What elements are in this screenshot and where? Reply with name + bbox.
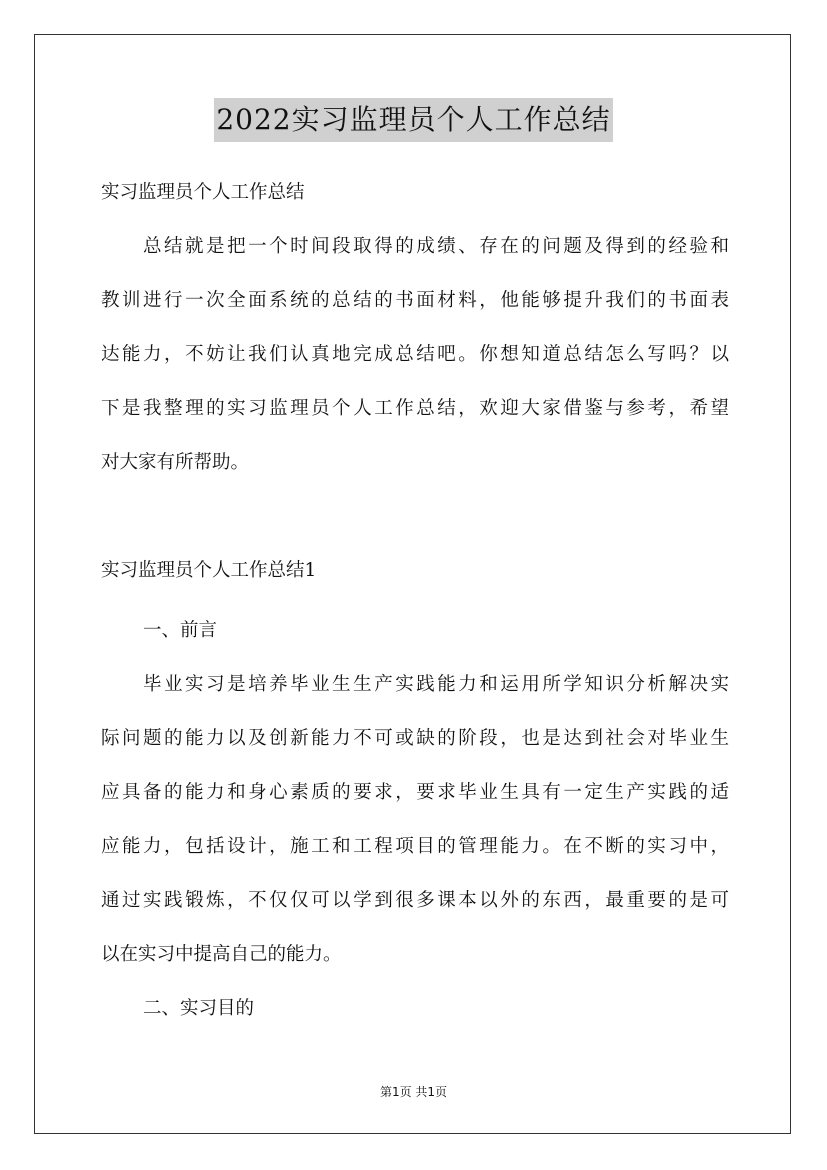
- intro-line: 下是我整理的实习监理员个人工作总结，欢迎大家借鉴与参考，希望: [101, 398, 729, 419]
- intro-line: 教训进行一次全面系统的总结的书面材料，他能够提升我们的书面表: [101, 290, 729, 311]
- body-line: 毕业实习是培养毕业生生产实践能力和运用所学知识分析解决实: [143, 674, 729, 695]
- intro-line: 总结就是把一个时间段取得的成绩、存在的问题及得到的经验和: [143, 236, 729, 257]
- intro-line: 达能力，不妨让我们认真地完成总结吧。你想知道总结怎么写吗？以: [101, 344, 729, 365]
- section-heading: 实习监理员个人工作总结1: [101, 560, 317, 581]
- part-heading: 一、前言: [143, 620, 218, 641]
- body-line: 通过实践锻炼，不仅仅可以学到很多课本以外的东西，最重要的是可: [101, 890, 729, 911]
- part-heading: 二、实习目的: [143, 998, 255, 1019]
- intro-line: 对大家有所帮助。: [101, 452, 250, 473]
- body-line: 应具备的能力和身心素质的要求，要求毕业生具有一定生产实践的适: [101, 782, 729, 803]
- document-title: 2022实习监理员个人工作总结: [214, 98, 612, 142]
- document-title-wrap: [0, 98, 827, 142]
- document-body: [101, 166, 729, 1036]
- page-number: 第1页 共1页: [379, 1085, 448, 1099]
- paragraph-gap: [101, 490, 729, 544]
- body-line: 应能力，包括设计，施工和工程项目的管理能力。在不断的实习中，: [101, 836, 729, 857]
- body-line: 际问题的能力以及创新能力不可或缺的阶段，也是达到社会对毕业生: [101, 728, 729, 749]
- body-line: 以在实习中提高自己的能力。: [101, 944, 342, 965]
- document-subtitle: 实习监理员个人工作总结: [101, 182, 305, 203]
